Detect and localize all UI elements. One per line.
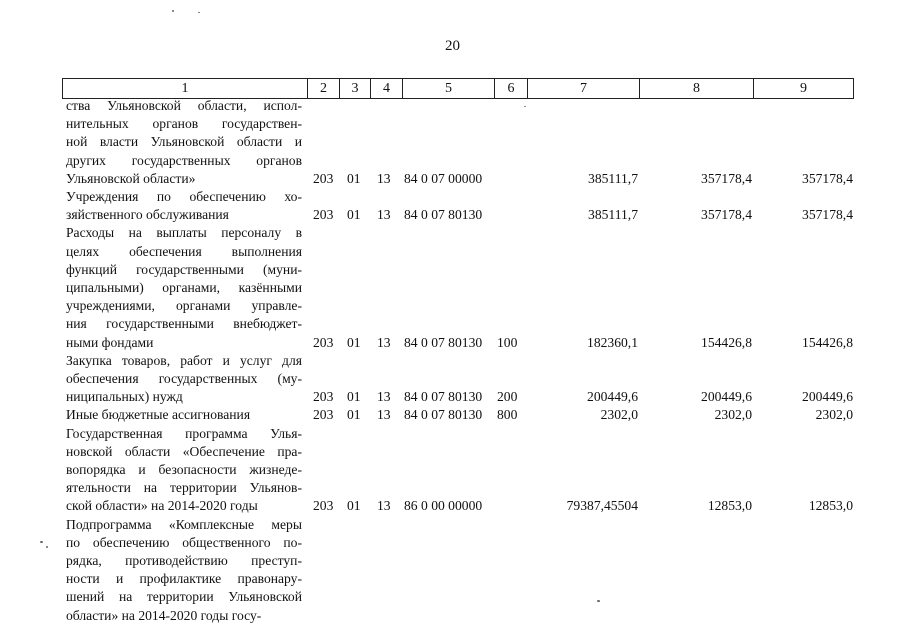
cell-col-5: 84 0 07 80130 <box>404 407 483 423</box>
cell-col-9: 12853,0 <box>808 498 853 514</box>
row-description <box>66 352 302 407</box>
cell-col-9: 357178,4 <box>802 207 853 223</box>
scan-speck <box>524 106 526 107</box>
description-line: целях обеспечения выполнения <box>66 243 302 259</box>
description-line: Расходы на выплаты персоналу в <box>66 225 302 241</box>
cell-col-5: 84 0 07 80130 <box>404 207 483 223</box>
description-line: рядка, противодействию преступ- <box>66 553 302 568</box>
cell-col-5: 86 0 00 00000 <box>404 498 483 514</box>
description-line: вопорядка и безопасности жизнеде- <box>66 462 302 477</box>
cell-col-2: 203 <box>313 389 334 405</box>
row-description <box>66 97 302 188</box>
description-line: ской области» на 2014-2020 годы <box>66 498 258 514</box>
description-line: ства Ульяновской области, испол- <box>66 98 302 113</box>
header-col-2: 2 <box>307 79 339 98</box>
description-line: Иные бюджетные ассигнования <box>66 407 251 423</box>
header-col-1: 1 <box>181 81 189 96</box>
scan-speck <box>40 541 43 543</box>
row-description <box>66 516 302 625</box>
row-description <box>66 224 302 351</box>
cell-col-9: 2302,0 <box>815 407 853 423</box>
header-col-4: 4 <box>370 79 402 98</box>
cell-col-7: 200449,6 <box>587 389 638 405</box>
cell-col-8: 12853,0 <box>707 498 752 514</box>
header-col-7: 7 <box>527 79 639 98</box>
row-description <box>66 406 302 424</box>
cell-col-7: 2302,0 <box>600 407 638 423</box>
description-line: зяйственного обслуживания <box>66 207 229 223</box>
cell-col-7: 79387,45504 <box>566 498 638 514</box>
cell-col-6: 200 <box>497 389 518 405</box>
cell-col-4: 13 <box>377 170 391 186</box>
cell-col-9: 154426,8 <box>802 334 853 350</box>
description-line: ния государственными внебюджет- <box>66 316 302 332</box>
description-line: Ульяновской области» <box>66 170 196 186</box>
description-line: Подпрограмма «Комплексные меры <box>66 516 302 532</box>
scan-speck <box>172 10 174 12</box>
cell-col-3: 01 <box>347 407 361 423</box>
header-col-9: 9 <box>753 79 853 98</box>
header-col-6: 6 <box>494 79 527 98</box>
cell-col-5: 84 0 07 00000 <box>404 170 483 186</box>
cell-col-9: 200449,6 <box>802 389 853 405</box>
cell-col-9: 357178,4 <box>802 170 853 186</box>
cell-col-4: 13 <box>377 207 391 223</box>
description-line: других государственных органов <box>66 152 302 168</box>
description-line: функций государственными (муни- <box>66 261 302 277</box>
cell-col-8: 357178,4 <box>701 170 752 186</box>
description-line: Учреждения по обеспечению хо- <box>66 189 302 204</box>
cell-col-8: 357178,4 <box>701 207 752 223</box>
description-line: нительных органов государствен- <box>66 116 302 132</box>
cell-col-4: 13 <box>377 498 391 514</box>
cell-col-3: 01 <box>347 170 361 186</box>
cell-col-6: 800 <box>497 407 518 423</box>
cell-col-2: 203 <box>313 207 334 223</box>
cell-col-5: 84 0 07 80130 <box>404 389 483 405</box>
cell-col-6: 100 <box>497 334 518 350</box>
description-line: ниципальных) нужд <box>66 389 183 405</box>
cell-col-3: 01 <box>347 389 361 405</box>
cell-col-4: 13 <box>377 407 391 423</box>
cell-col-4: 13 <box>377 334 391 350</box>
cell-col-2: 203 <box>313 407 334 423</box>
header-col-5: 5 <box>402 79 494 98</box>
header-col-3: 3 <box>339 79 370 98</box>
description-line: Закупка товаров, работ и услуг для <box>66 352 302 368</box>
description-line: по обеспечению общественного по- <box>66 534 302 550</box>
description-line: ными фондами <box>66 334 154 350</box>
cell-col-7: 385111,7 <box>588 207 638 223</box>
description-line: учреждениями, органами управле- <box>66 298 302 314</box>
cell-col-2: 203 <box>313 334 334 350</box>
cell-col-3: 01 <box>347 207 361 223</box>
scan-speck <box>198 12 200 13</box>
description-line: новской области «Обеспечение пра- <box>66 443 302 459</box>
row-description <box>66 188 302 224</box>
description-line: области» на 2014-2020 годы госу- <box>66 607 262 623</box>
description-line: Государственная программа Улья- <box>66 425 302 441</box>
cell-col-3: 01 <box>347 334 361 350</box>
row-description <box>66 425 302 516</box>
cell-col-8: 154426,8 <box>701 334 752 350</box>
description-line: ной власти Ульяновской области и <box>66 134 302 150</box>
scan-speck <box>46 546 48 548</box>
cell-col-8: 200449,6 <box>701 389 752 405</box>
cell-col-5: 84 0 07 80130 <box>404 334 483 350</box>
cell-col-2: 203 <box>313 170 334 186</box>
description-line: ципальными) органами, казёнными <box>66 280 302 295</box>
cell-col-4: 13 <box>377 389 391 405</box>
cell-col-7: 182360,1 <box>587 334 638 350</box>
description-line: шений на территории Ульяновской <box>66 589 302 605</box>
cell-col-8: 2302,0 <box>714 407 752 423</box>
scan-speck <box>597 600 600 602</box>
page-number: 20 <box>445 38 460 54</box>
description-line: обеспечения государственных (му- <box>66 371 302 386</box>
cell-col-7: 385111,7 <box>588 170 638 186</box>
header-col-8: 8 <box>639 79 753 98</box>
description-line: ятельности на территории Ульянов- <box>66 480 302 496</box>
cell-col-2: 203 <box>313 498 334 514</box>
cell-col-3: 01 <box>347 498 361 514</box>
description-line: ности и профилактике правонару- <box>66 571 302 587</box>
